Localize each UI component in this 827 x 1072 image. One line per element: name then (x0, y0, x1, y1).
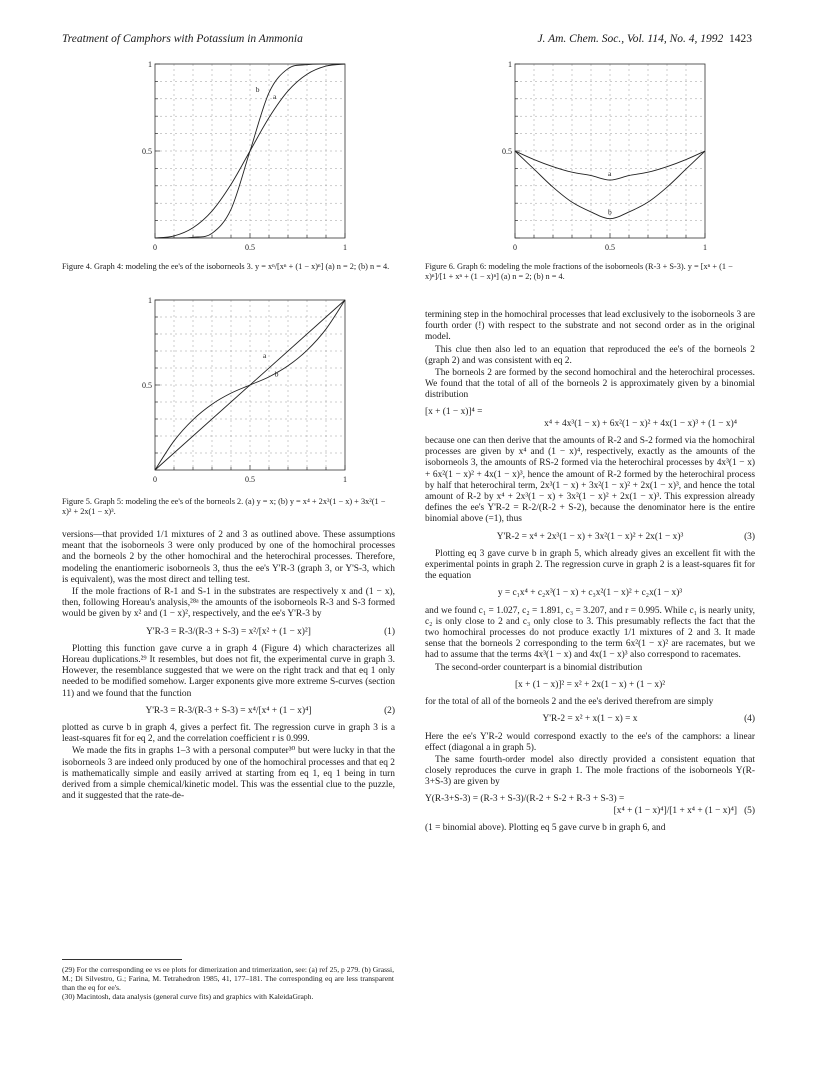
paragraph: because one can then derive that the amounts of R-2 and S-2 formed via the homochiral processes are given by x⁴ and (1 − x)⁴, respectively, exactly as the amounts of the isoborneols 3, the amounts of RS-2 formed via the heterochiral processes by 4x³(1 − x) + 6x²(1 − x)² + 4x(1 − x)³, hence the amount of R-2 formed by the heterochiral process by half that heterochiral term, 2x³(1 − x) + 3x²(1 − x)² + 2x(1 − x)³, and hence the total amount of R-2 by x⁴ + 2x³(1 − x) + 3x²(1 − x)² + 2x(1 − x)³. This expression already defines the ee's Y'R-2 = R-2/(R-2 + S-2), because the denominator here is the entire binomial above (=1), thus (425, 436, 755, 525)
series-label-b: b (608, 207, 612, 217)
right-column-text (425, 310, 755, 835)
equation-3-body: Y'R-2 = x⁴ + 2x³(1 − x) + 3x²(1 − x)² + 2x(1 − x)³ (496, 531, 684, 542)
y-tick-label: 1 (148, 60, 152, 69)
y-tick-label: 1 (148, 296, 152, 305)
equation-2 (62, 706, 395, 717)
x-tick-label: 1 (343, 243, 347, 252)
graph-6-plot (490, 58, 710, 258)
binomial-2: [x + (1 − x)]² = x² + 2x(1 − x) + (1 − x)² (514, 679, 666, 690)
paragraph: plotted as curve b in graph 4, gives a perfect fit. The regression curve in graph 3 is a least-squares fit for eq 2, and the correlation coefficient r is 0.999. (62, 723, 395, 745)
x-tick-label: 0.5 (245, 243, 255, 252)
equation-5-rhs (425, 806, 755, 817)
running-header-title: Treatment of Camphors with Potassium in Ammonia (62, 33, 303, 45)
y-tick-label: 1 (508, 60, 512, 69)
equation-3 (425, 532, 755, 543)
equation-4-number: (4) (744, 714, 755, 725)
paragraph: versions—that provided 1/1 mixtures of 2 and 3 as outlined above. These assumptions meant that the isoborneols 3 were only produced by one of the homochiral processes and the borneols 2 by the other homochiral and the heterochiral processes. Therefore, modeling the enantiomeric isoborneols 3, thus the ee's Y'R-3 (graph 3, or Y'S-3, which is equivalent), was the most direct and telling test. (62, 530, 395, 585)
equation-5-number: (5) (744, 805, 755, 816)
x-tick-label: 1 (343, 475, 347, 484)
journal-citation: J. Am. Chem. Soc., Vol. 114, No. 4, 1992 (537, 33, 724, 45)
series-label-b: b (274, 369, 279, 379)
figure-5-caption: Figure 5. Graph 5: modeling the ee's of the borneols 2. (a) y = x; (b) y = x⁴ + 2x³(1 − x) + 3x²(1 − x)² + 2x(1 − x)³. (62, 497, 386, 516)
equation-2-number: (2) (384, 705, 395, 716)
paragraph: The second-order counterpart is a binomial distribution (435, 662, 643, 673)
paragraph: termining step in the homochiral processes that lead exclusively to the isoborneols 3 are fourth order (!) with respect to the substrate and not second order as in the original model. (425, 310, 755, 343)
x-tick-label: 0.5 (245, 475, 255, 484)
equation-2-body: Y'R-3 = R-3/(R-3 + S-3) = x⁴/[x⁴ + (1 − x)⁴] (145, 705, 312, 716)
series-label-a: a (608, 169, 612, 179)
equation-3-number: (3) (744, 531, 755, 542)
figure-4-caption: Figure 4. Graph 4: modeling the ee's of the isoborneols 3. y = xⁿ/[xⁿ + (1 − x)ⁿ] (a) n = 2; (b) n = 4. (62, 262, 390, 271)
page-number: 1423 (729, 33, 752, 45)
paragraph: The same fourth-order model also directly provided a consistent equation that closely reproduces the curve in graph 1. The mole fractions of the isoborneols Y(R-3+S-3) are given by (425, 754, 755, 788)
graph-4-plot (130, 58, 350, 258)
running-header-journal (497, 33, 752, 45)
paragraph: The borneols 2 are formed by the second homochiral and the heterochiral processes. We found that the total of all of the borneols 2 is approximately given by a binomial distribution (425, 368, 755, 401)
series-label-a: a (273, 91, 277, 101)
left-column-text (62, 530, 395, 803)
equation-4-body: Y'R-2 = x² + x(1 − x) = x (542, 714, 638, 725)
x-tick-label: 1 (703, 243, 707, 252)
paragraph: Here the ee's Y'R-2 would correspond exactly to the ee's of the camphors: a linear effect (diagonal a in graph 5). (425, 731, 755, 753)
equation-1 (62, 627, 395, 638)
x-tick-label: 0 (153, 475, 157, 484)
footnote-30: (30) Macintosh, data analysis (general curve fits) and graphics with KaleidaGraph. (62, 992, 314, 1001)
footnote-rule (62, 959, 182, 960)
fit-equation: y = c₁x⁴ + c₂x³(1 − x) + c₃x²(1 − x)² + c₂x(1 − x)³ (497, 588, 683, 599)
y-tick-label: 0.5 (142, 381, 152, 390)
paragraph: Plotting this function gave curve a in graph 4 (Figure 4) which characterizes all Horeau duplications.²⁹ It resembles, but does not fit, the experimental curve in graph 3. However, the resemblance suggested that we were on the right track and that eq 1 only needed to be modified somehow. Larger exponents give more extreme S-curves (section 11) and we found that the function (62, 643, 395, 699)
equation-5-body: [x⁴ + (1 − x)⁴]/[1 + x⁴ + (1 − x)⁴] (613, 805, 737, 816)
equation-1-body: Y'R-3 = R-3/(R-3 + S-3) = x²/[x² + (1 − x)²] (146, 626, 311, 637)
equation-1-number: (1) (384, 626, 395, 637)
graph-5-plot (130, 294, 350, 490)
x-tick-label: 0 (513, 243, 517, 252)
paragraph: If the mole fractions of R-1 and S-1 in the substrates are respectively x and (1 − x), then, following Horeau's analysis,²⁸ᵃ the amounts of the isoborneols R-3 and S-3 formed would be given by x² and (1 − x)², respectively, and the ee's Y'R-3 by (62, 587, 395, 620)
x-tick-label: 0 (153, 243, 157, 252)
equation-5-lhs: Y(R-3+S-3) = (R-3 + S-3)/(R-2 + S-2 + R-3 + S-3) = (425, 793, 625, 804)
paragraph: for the total of all of the borneols 2 and the ee's derived therefrom are simply (425, 697, 714, 708)
equation-4 (425, 714, 755, 725)
y-tick-label: 0.5 (502, 147, 512, 156)
series-label-b: b (255, 84, 260, 94)
paragraph: Plotting eq 3 gave curve b in graph 5, which already gives an excellent fit with the experimental points in graph 2. The regression curve in graph 2 is a least-squares fit for the equation (425, 548, 755, 582)
binomial-4-lhs: [x + (1 − x)]⁴ = (425, 406, 483, 417)
paragraph: and we found c₁ = 1.027, c₂ = 1.891, c₃ = 3.207, and r = 0.995. While c₁ is nearly unity, c₂ is only close to 2 and c₃ only close to 3. This presumably reflects the fact that the two homochiral processes do not produce exactly 1/1 mixtures of 2 and 3. It made sense that the borneols 2 corresponding to the term 6x²(1 − x)² are racemates, but we had to assume that the terms 4x³(1 − x) and 4x(1 − x)³ also correspond to racemates. (425, 605, 755, 661)
figure-6-caption: Figure 6. Graph 6: modeling the mole fractions of the isoborneols (R-3 + S-3). y = [xⁿ + (1 − x)ⁿ]/[1 + xⁿ + (1 − x)ⁿ] (a) n = 2; (b) n = 4. (425, 262, 733, 281)
x-tick-label: 0.5 (605, 243, 615, 252)
y-tick-label: 0.5 (142, 147, 152, 156)
footnote-29: (29) For the corresponding ee vs ee plots for dimerization and trimerization, see: (a) ref 25, p 279. (b) Grassi, M.; Di Silvestro, G.; Farina, M. Tetrahedron 1985, 41, 177–181. The corresponding eq are less transparent than the eq for ee's. (62, 965, 394, 992)
footnotes (62, 965, 394, 1001)
paragraph: This clue then also led to an equation that reproduced the ee's of the borneols 2 (graph 2) and was consistent with eq 2. (425, 344, 755, 366)
series-label-a: a (263, 350, 267, 360)
binomial-4-rhs: x⁴ + 4x³(1 − x) + 6x²(1 − x)² + 4x(1 − x)³ + (1 − x)⁴ (544, 418, 737, 429)
paragraph: (1 = binomial above). Plotting eq 5 gave curve b in graph 6, and (425, 822, 666, 833)
paragraph: We made the fits in graphs 1–3 with a personal computer³⁰ but were lucky in that the isoborneols 3 are indeed only produced by one of the homochiral processes and that eq 2 is mathematically simple and easily arrived at starting from eq 1, eq 1 being in turn derived from a simple chemical/kinetic model. This was the essential clue to the puzzle, and it suggested that the rate-de- (62, 746, 395, 802)
